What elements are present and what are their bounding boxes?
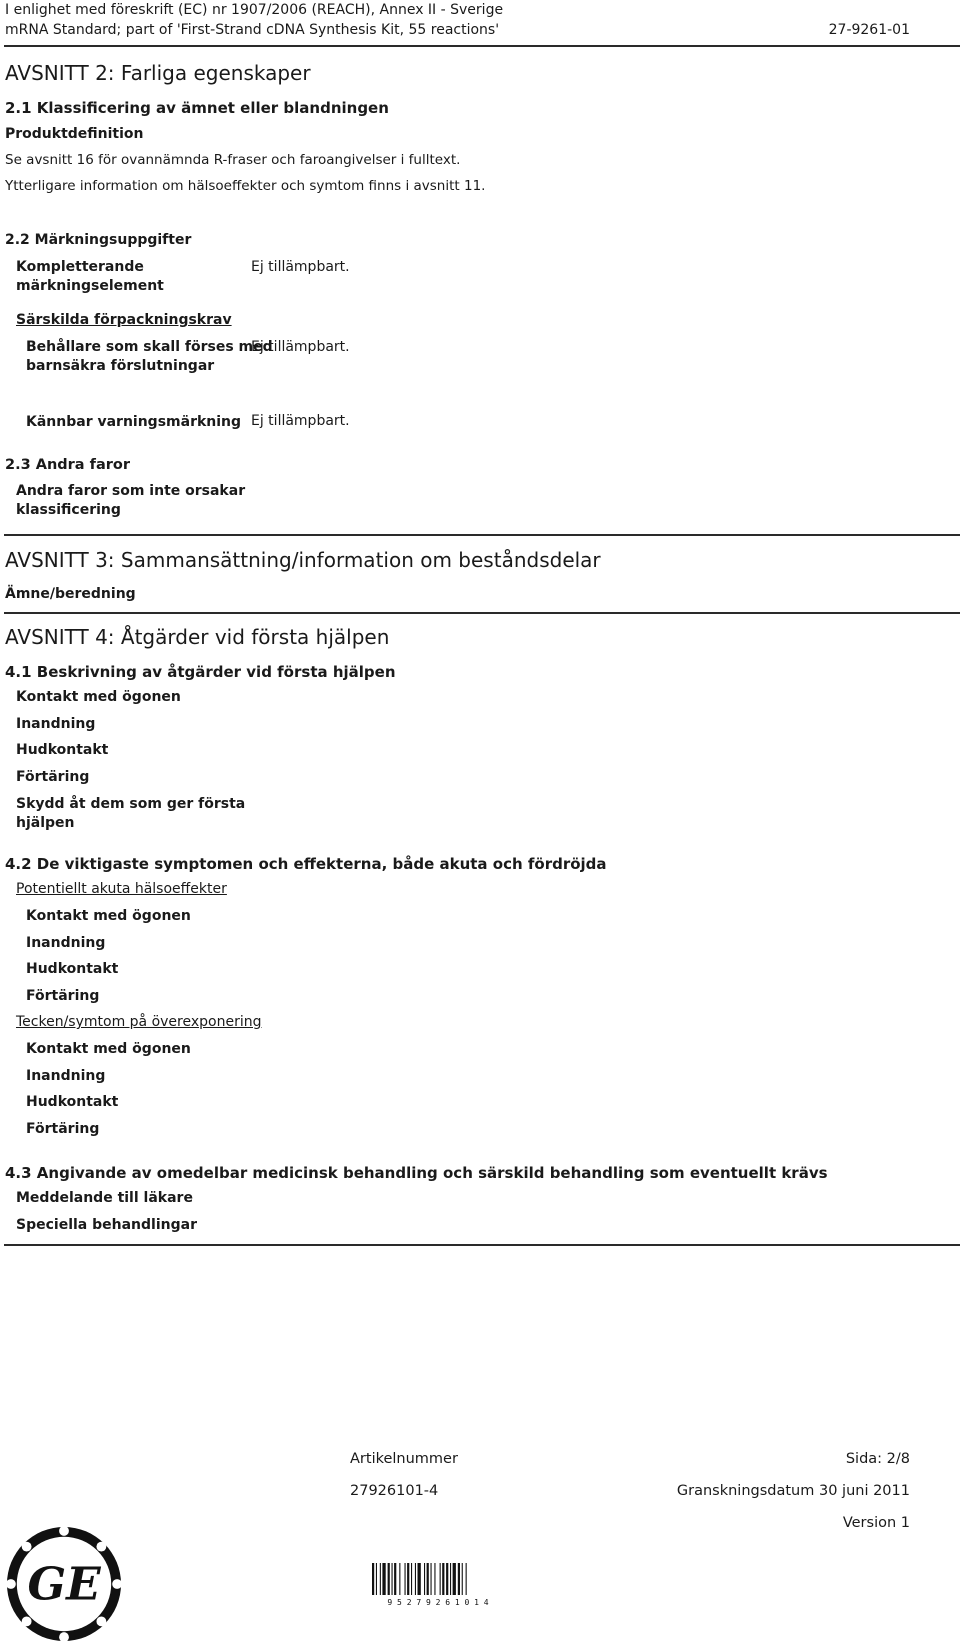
section-3-title: AVSNITT 3: Sammansättning/information om beståndsdelar — [5, 548, 601, 572]
acute-effects-heading: Potentiellt akuta hälsoeffekter — [16, 881, 227, 897]
note-to-physician: Meddelande till läkare — [16, 1190, 193, 1206]
barcode-bar — [431, 1563, 432, 1595]
over-eye-contact: Kontakt med ögonen — [26, 1041, 191, 1057]
barcode-bar — [380, 1563, 381, 1595]
article-number-label: Artikelnummer — [350, 1451, 458, 1467]
barcode-bar — [376, 1563, 377, 1595]
first-aider-protection-line1: Skydd åt dem som ger första — [16, 796, 246, 812]
product-definition-label: Produktdefinition — [5, 126, 144, 142]
overexposure-heading: Tecken/symtom på överexponering — [16, 1014, 262, 1030]
tactile-warning-value: Ej tillämpbart. — [251, 413, 350, 429]
logo-monogram: GE — [27, 1557, 101, 1611]
section-4-2-title: 4.2 De viktigaste symptomen och effekterna, både akuta och fördröjda — [5, 855, 607, 873]
over-skin-contact: Hudkontakt — [26, 1094, 119, 1110]
regulation-header: I enlighet med föreskrift (EC) nr 1907/2006 (REACH), Annex II - Sverige — [5, 2, 504, 18]
article-number: 27926101-4 — [350, 1483, 439, 1499]
review-date: Granskningsdatum 30 juni 2011 — [676, 1483, 910, 1499]
health-info-note: Ytterligare information om hälsoeffekter och symtom finns i avsnitt 11. — [5, 178, 486, 194]
barcode-bar — [392, 1563, 393, 1595]
acute-skin-contact: Hudkontakt — [26, 961, 119, 977]
first-aid-eye-contact: Kontakt med ögonen — [16, 689, 181, 705]
barcode-bar — [411, 1563, 412, 1595]
child-resistant-value: Ej tillämpbart. — [251, 339, 350, 355]
barcode-bar — [407, 1563, 409, 1595]
barcode-bar — [382, 1563, 385, 1595]
over-inhalation: Inandning — [26, 1068, 106, 1084]
section-divider-end — [4, 1244, 960, 1246]
supplemental-label-line2: märkningselement — [16, 278, 164, 294]
barcode-bar — [446, 1563, 448, 1595]
product-code: 27-9261-01 — [828, 22, 910, 38]
product-name: mRNA Standard; part of 'First-Strand cDNA Synthesis Kit, 55 reactions' — [5, 22, 500, 38]
supplemental-label-line1: Kompletterande — [16, 259, 144, 275]
barcode-digits: 9 5 2 7 9 2 6 1 0 1 4 — [387, 1598, 489, 1607]
specific-treatments: Speciella behandlingar — [16, 1217, 197, 1233]
section-divider-4 — [4, 612, 960, 614]
barcode-bar — [405, 1563, 406, 1595]
barcode-bar — [462, 1563, 463, 1595]
barcode-bar — [450, 1563, 451, 1595]
supplemental-value: Ej tillämpbart. — [251, 259, 350, 275]
barcode-bar — [458, 1563, 460, 1595]
barcode-bar — [418, 1563, 421, 1595]
acute-ingestion: Förtäring — [26, 988, 100, 1004]
barcode-bar — [394, 1563, 396, 1595]
barcode-bar — [442, 1563, 444, 1595]
section-4-1-title: 4.1 Beskrivning av åtgärder vid första hjälpen — [5, 663, 396, 681]
header-divider — [4, 45, 960, 47]
page-number: Sida: 2/8 — [845, 1451, 910, 1467]
barcode-icon — [368, 1563, 508, 1607]
first-aid-ingestion: Förtäring — [16, 769, 90, 785]
barcode-bar — [415, 1563, 416, 1595]
other-hazards-label-line1: Andra faror som inte orsakar — [16, 483, 246, 499]
barcode-bar — [399, 1563, 400, 1595]
first-aid-skin-contact: Hudkontakt — [16, 742, 109, 758]
packaging-requirements-heading: Särskilda förpackningskrav — [16, 312, 232, 328]
barcode-bar — [434, 1563, 435, 1595]
child-resistant-label-line2: barnsäkra förslutningar — [26, 358, 215, 374]
section-4-title: AVSNITT 4: Åtgärder vid första hjälpen — [5, 625, 390, 649]
r-phrase-note: Se avsnitt 16 för ovannämnda R-fraser och faroangivelser i fulltext. — [5, 152, 461, 168]
section-2-3-title: 2.3 Andra faror — [5, 457, 130, 473]
ge-monogram-logo — [5, 1525, 123, 1643]
over-ingestion: Förtäring — [26, 1121, 100, 1137]
section-2-1-title: 2.1 Klassificering av ämnet eller blandningen — [5, 99, 389, 117]
barcode-bar — [440, 1563, 441, 1595]
acute-inhalation: Inandning — [26, 935, 106, 951]
barcode-bar — [424, 1563, 425, 1595]
barcode-bar — [388, 1563, 390, 1595]
barcode-bar — [466, 1563, 467, 1595]
barcode-bar — [372, 1563, 374, 1595]
section-divider-3 — [4, 534, 960, 536]
substance-preparation-label: Ämne/beredning — [5, 586, 136, 602]
child-resistant-label-line1: Behållare som skall förses med — [26, 339, 273, 355]
first-aid-inhalation: Inandning — [16, 716, 96, 732]
section-2-2-title: 2.2 Märkningsuppgifter — [5, 232, 192, 248]
first-aider-protection-line2: hjälpen — [16, 815, 75, 831]
acute-eye-contact: Kontakt med ögonen — [26, 908, 191, 924]
barcode-bar — [427, 1563, 429, 1595]
tactile-warning-label: Kännbar varningsmärkning — [26, 414, 242, 430]
section-2-title: AVSNITT 2: Farliga egenskaper — [5, 61, 311, 85]
other-hazards-label-line2: klassificering — [16, 502, 121, 518]
barcode-bar — [453, 1563, 456, 1595]
version: Version 1 — [842, 1515, 910, 1531]
section-4-3-title: 4.3 Angivande av omedelbar medicinsk behandling och särskild behandling som eventuellt krävs — [5, 1164, 828, 1182]
